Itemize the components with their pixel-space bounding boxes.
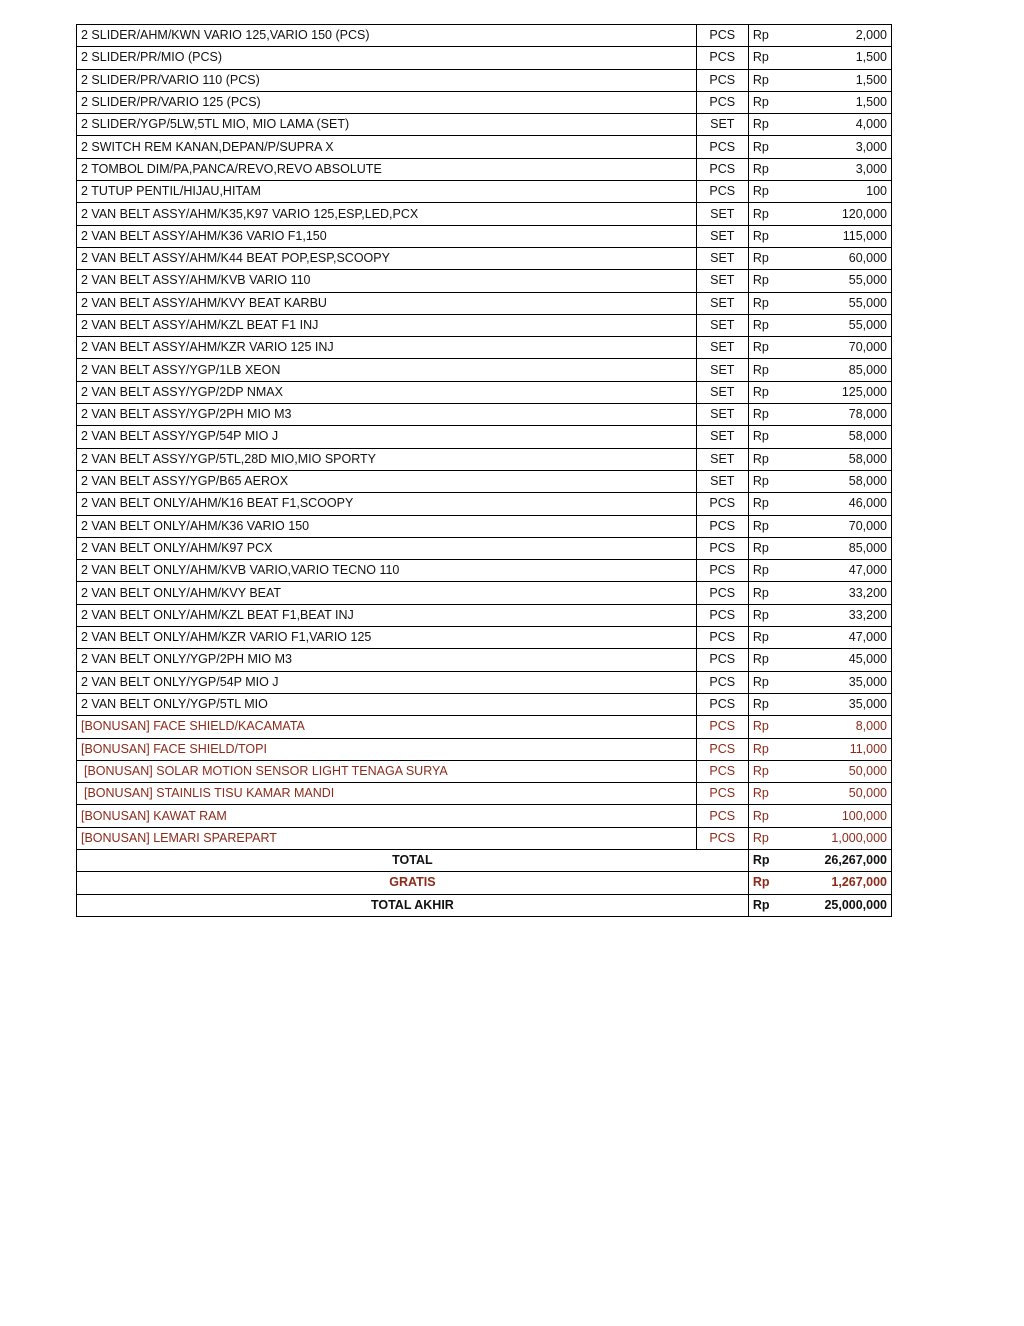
item-price: 50,000 bbox=[783, 783, 892, 805]
item-row bbox=[77, 181, 892, 203]
item-row bbox=[77, 604, 892, 626]
item-name: 2 VAN BELT ONLY/YGP/5TL MIO bbox=[77, 693, 697, 715]
item-name: 2 VAN BELT ASSY/AHM/K44 BEAT POP,ESP,SCOOPY bbox=[77, 247, 697, 269]
item-unit: SET bbox=[696, 292, 748, 314]
item-currency: Rp bbox=[748, 47, 783, 69]
item-name: 2 VAN BELT ONLY/AHM/K36 VARIO 150 bbox=[77, 515, 697, 537]
gratis-row bbox=[77, 872, 892, 894]
bonus-item-row bbox=[77, 827, 892, 849]
item-price: 8,000 bbox=[783, 716, 892, 738]
item-price: 1,500 bbox=[783, 69, 892, 91]
item-row bbox=[77, 560, 892, 582]
item-currency: Rp bbox=[748, 426, 783, 448]
item-row bbox=[77, 381, 892, 403]
item-row bbox=[77, 470, 892, 492]
gratis-value: 1,267,000 bbox=[783, 872, 892, 894]
item-unit: SET bbox=[696, 270, 748, 292]
item-price: 78,000 bbox=[783, 404, 892, 426]
item-name: 2 VAN BELT ASSY/YGP/2PH MIO M3 bbox=[77, 404, 697, 426]
item-unit: PCS bbox=[696, 649, 748, 671]
item-currency: Rp bbox=[748, 783, 783, 805]
item-currency: Rp bbox=[748, 493, 783, 515]
item-name: 2 SLIDER/PR/VARIO 125 (PCS) bbox=[77, 91, 697, 113]
item-price: 35,000 bbox=[783, 671, 892, 693]
item-price: 1,500 bbox=[783, 91, 892, 113]
item-currency: Rp bbox=[748, 91, 783, 113]
item-name: 2 VAN BELT ONLY/AHM/KZL BEAT F1,BEAT INJ bbox=[77, 604, 697, 626]
item-currency: Rp bbox=[748, 760, 783, 782]
item-row bbox=[77, 225, 892, 247]
item-row bbox=[77, 136, 892, 158]
totals-section bbox=[77, 849, 892, 916]
item-currency: Rp bbox=[748, 627, 783, 649]
item-unit: PCS bbox=[696, 537, 748, 559]
item-row bbox=[77, 426, 892, 448]
item-name: [BONUSAN] LEMARI SPAREPART bbox=[77, 827, 697, 849]
item-row bbox=[77, 693, 892, 715]
item-price: 3,000 bbox=[783, 158, 892, 180]
item-price: 58,000 bbox=[783, 470, 892, 492]
bonus-item-row bbox=[77, 805, 892, 827]
item-row bbox=[77, 25, 892, 47]
item-currency: Rp bbox=[748, 470, 783, 492]
item-unit: PCS bbox=[696, 738, 748, 760]
final-total-row bbox=[77, 894, 892, 916]
item-currency: Rp bbox=[748, 671, 783, 693]
item-price: 2,000 bbox=[783, 25, 892, 47]
item-price: 85,000 bbox=[783, 537, 892, 559]
item-name: [BONUSAN] KAWAT RAM bbox=[77, 805, 697, 827]
item-unit: PCS bbox=[696, 25, 748, 47]
item-currency: Rp bbox=[748, 25, 783, 47]
item-name: 2 VAN BELT ASSY/YGP/1LB XEON bbox=[77, 359, 697, 381]
item-name: 2 VAN BELT ONLY/YGP/2PH MIO M3 bbox=[77, 649, 697, 671]
item-price: 70,000 bbox=[783, 337, 892, 359]
bonus-item-row bbox=[77, 716, 892, 738]
item-price: 35,000 bbox=[783, 693, 892, 715]
item-currency: Rp bbox=[748, 359, 783, 381]
item-name: 2 VAN BELT ONLY/AHM/KVB VARIO,VARIO TECNO 110 bbox=[77, 560, 697, 582]
bonus-item-row bbox=[77, 760, 892, 782]
item-currency: Rp bbox=[748, 158, 783, 180]
item-row bbox=[77, 448, 892, 470]
item-unit: PCS bbox=[696, 693, 748, 715]
item-row bbox=[77, 292, 892, 314]
item-row bbox=[77, 203, 892, 225]
item-price: 100,000 bbox=[783, 805, 892, 827]
item-price: 47,000 bbox=[783, 560, 892, 582]
item-unit: SET bbox=[696, 247, 748, 269]
item-price: 50,000 bbox=[783, 760, 892, 782]
item-currency: Rp bbox=[748, 448, 783, 470]
item-currency: Rp bbox=[748, 582, 783, 604]
item-currency: Rp bbox=[748, 314, 783, 336]
item-row bbox=[77, 537, 892, 559]
item-price: 4,000 bbox=[783, 114, 892, 136]
gratis-label: GRATIS bbox=[77, 872, 749, 894]
item-price: 33,200 bbox=[783, 582, 892, 604]
item-row bbox=[77, 247, 892, 269]
item-name: 2 VAN BELT ONLY/AHM/KZR VARIO F1,VARIO 125 bbox=[77, 627, 697, 649]
item-unit: PCS bbox=[696, 760, 748, 782]
item-unit: SET bbox=[696, 448, 748, 470]
item-name: 2 SLIDER/YGP/5LW,5TL MIO, MIO LAMA (SET) bbox=[77, 114, 697, 136]
item-unit: PCS bbox=[696, 627, 748, 649]
item-price: 11,000 bbox=[783, 738, 892, 760]
item-unit: SET bbox=[696, 426, 748, 448]
item-price: 1,500 bbox=[783, 47, 892, 69]
item-row bbox=[77, 114, 892, 136]
item-unit: PCS bbox=[696, 582, 748, 604]
item-row bbox=[77, 337, 892, 359]
item-currency: Rp bbox=[748, 649, 783, 671]
bonus-item-row bbox=[77, 738, 892, 760]
item-unit: PCS bbox=[696, 805, 748, 827]
item-name: 2 VAN BELT ASSY/YGP/B65 AEROX bbox=[77, 470, 697, 492]
item-row bbox=[77, 404, 892, 426]
final-total-value: 25,000,000 bbox=[783, 894, 892, 916]
item-currency: Rp bbox=[748, 181, 783, 203]
item-name: 2 VAN BELT ASSY/YGP/54P MIO J bbox=[77, 426, 697, 448]
item-price: 60,000 bbox=[783, 247, 892, 269]
item-price: 115,000 bbox=[783, 225, 892, 247]
item-unit: SET bbox=[696, 381, 748, 403]
item-currency: Rp bbox=[748, 292, 783, 314]
item-unit: SET bbox=[696, 203, 748, 225]
item-row bbox=[77, 582, 892, 604]
item-price: 3,000 bbox=[783, 136, 892, 158]
item-price: 55,000 bbox=[783, 292, 892, 314]
item-name: 2 TUTUP PENTIL/HIJAU,HITAM bbox=[77, 181, 697, 203]
price-list-body bbox=[77, 25, 892, 850]
item-name: 2 VAN BELT ASSY/YGP/2DP NMAX bbox=[77, 381, 697, 403]
item-row bbox=[77, 515, 892, 537]
item-row bbox=[77, 69, 892, 91]
item-currency: Rp bbox=[748, 716, 783, 738]
item-unit: PCS bbox=[696, 827, 748, 849]
item-unit: SET bbox=[696, 225, 748, 247]
item-unit: SET bbox=[696, 337, 748, 359]
item-name: 2 VAN BELT ASSY/AHM/KVY BEAT KARBU bbox=[77, 292, 697, 314]
item-currency: Rp bbox=[748, 203, 783, 225]
item-price: 55,000 bbox=[783, 314, 892, 336]
item-price: 47,000 bbox=[783, 627, 892, 649]
item-currency: Rp bbox=[748, 560, 783, 582]
item-name: 2 VAN BELT ASSY/AHM/KVB VARIO 110 bbox=[77, 270, 697, 292]
item-unit: PCS bbox=[696, 136, 748, 158]
item-unit: SET bbox=[696, 359, 748, 381]
item-name: 2 VAN BELT ASSY/AHM/K35,K97 VARIO 125,ESP,LED,PCX bbox=[77, 203, 697, 225]
item-price: 125,000 bbox=[783, 381, 892, 403]
item-price: 58,000 bbox=[783, 426, 892, 448]
item-unit: PCS bbox=[696, 604, 748, 626]
item-unit: PCS bbox=[696, 91, 748, 113]
item-currency: Rp bbox=[748, 270, 783, 292]
item-currency: Rp bbox=[748, 69, 783, 91]
item-name: [BONUSAN] FACE SHIELD/TOPI bbox=[77, 738, 697, 760]
item-unit: SET bbox=[696, 314, 748, 336]
item-currency: Rp bbox=[748, 537, 783, 559]
item-name: 2 VAN BELT ONLY/YGP/54P MIO J bbox=[77, 671, 697, 693]
item-price: 58,000 bbox=[783, 448, 892, 470]
final-total-currency: Rp bbox=[748, 894, 783, 916]
item-row bbox=[77, 314, 892, 336]
item-name: 2 VAN BELT ASSY/AHM/KZR VARIO 125 INJ bbox=[77, 337, 697, 359]
item-name: 2 SLIDER/PR/MIO (PCS) bbox=[77, 47, 697, 69]
item-row bbox=[77, 493, 892, 515]
item-name: 2 VAN BELT ONLY/AHM/K97 PCX bbox=[77, 537, 697, 559]
item-unit: SET bbox=[696, 404, 748, 426]
item-currency: Rp bbox=[748, 404, 783, 426]
item-price: 100 bbox=[783, 181, 892, 203]
item-name: 2 VAN BELT ONLY/AHM/KVY BEAT bbox=[77, 582, 697, 604]
item-unit: PCS bbox=[696, 783, 748, 805]
item-unit: PCS bbox=[696, 515, 748, 537]
item-name: [BONUSAN] STAINLIS TISU KAMAR MANDI bbox=[77, 783, 697, 805]
item-row bbox=[77, 649, 892, 671]
item-name: 2 SWITCH REM KANAN,DEPAN/P/SUPRA X bbox=[77, 136, 697, 158]
item-currency: Rp bbox=[748, 337, 783, 359]
item-name: 2 VAN BELT ONLY/AHM/K16 BEAT F1,SCOOPY bbox=[77, 493, 697, 515]
item-currency: Rp bbox=[748, 114, 783, 136]
item-price: 120,000 bbox=[783, 203, 892, 225]
item-unit: PCS bbox=[696, 181, 748, 203]
item-unit: PCS bbox=[696, 671, 748, 693]
item-currency: Rp bbox=[748, 515, 783, 537]
item-unit: SET bbox=[696, 114, 748, 136]
item-row bbox=[77, 47, 892, 69]
item-price: 70,000 bbox=[783, 515, 892, 537]
gratis-currency: Rp bbox=[748, 872, 783, 894]
total-value: 26,267,000 bbox=[783, 849, 892, 871]
item-unit: PCS bbox=[696, 560, 748, 582]
item-row bbox=[77, 627, 892, 649]
total-currency: Rp bbox=[748, 849, 783, 871]
item-price: 55,000 bbox=[783, 270, 892, 292]
final-total-label: TOTAL AKHIR bbox=[77, 894, 749, 916]
item-unit: PCS bbox=[696, 493, 748, 515]
item-unit: PCS bbox=[696, 716, 748, 738]
item-currency: Rp bbox=[748, 604, 783, 626]
total-row bbox=[77, 849, 892, 871]
item-name: 2 TOMBOL DIM/PA,PANCA/REVO,REVO ABSOLUTE bbox=[77, 158, 697, 180]
item-currency: Rp bbox=[748, 247, 783, 269]
item-row bbox=[77, 270, 892, 292]
item-row bbox=[77, 359, 892, 381]
item-name: 2 VAN BELT ASSY/YGP/5TL,28D MIO,MIO SPORTY bbox=[77, 448, 697, 470]
item-currency: Rp bbox=[748, 381, 783, 403]
item-currency: Rp bbox=[748, 225, 783, 247]
item-row bbox=[77, 671, 892, 693]
item-currency: Rp bbox=[748, 738, 783, 760]
price-list-table bbox=[76, 24, 892, 917]
total-label: TOTAL bbox=[77, 849, 749, 871]
item-price: 85,000 bbox=[783, 359, 892, 381]
item-unit: SET bbox=[696, 470, 748, 492]
item-unit: PCS bbox=[696, 158, 748, 180]
bonus-item-row bbox=[77, 783, 892, 805]
item-unit: PCS bbox=[696, 69, 748, 91]
item-name: 2 VAN BELT ASSY/AHM/KZL BEAT F1 INJ bbox=[77, 314, 697, 336]
item-price: 33,200 bbox=[783, 604, 892, 626]
item-name: 2 VAN BELT ASSY/AHM/K36 VARIO F1,150 bbox=[77, 225, 697, 247]
item-name: 2 SLIDER/AHM/KWN VARIO 125,VARIO 150 (PCS) bbox=[77, 25, 697, 47]
item-price: 1,000,000 bbox=[783, 827, 892, 849]
item-name: [BONUSAN] FACE SHIELD/KACAMATA bbox=[77, 716, 697, 738]
item-price: 45,000 bbox=[783, 649, 892, 671]
item-currency: Rp bbox=[748, 827, 783, 849]
item-currency: Rp bbox=[748, 136, 783, 158]
item-currency: Rp bbox=[748, 805, 783, 827]
item-row bbox=[77, 91, 892, 113]
item-price: 46,000 bbox=[783, 493, 892, 515]
item-name: [BONUSAN] SOLAR MOTION SENSOR LIGHT TENAGA SURYA bbox=[77, 760, 697, 782]
item-unit: PCS bbox=[696, 47, 748, 69]
item-name: 2 SLIDER/PR/VARIO 110 (PCS) bbox=[77, 69, 697, 91]
item-row bbox=[77, 158, 892, 180]
item-currency: Rp bbox=[748, 693, 783, 715]
